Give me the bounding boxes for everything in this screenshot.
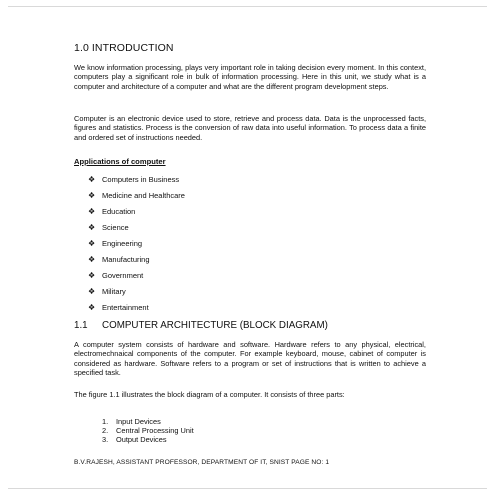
list-item-label: Education (102, 207, 136, 216)
list-item (102, 417, 194, 426)
page-footer: B.V.RAJESH, ASSISTANT PROFESSOR, DEPARTMENT OF IT, SNIST PAGE NO: 1 (74, 459, 330, 466)
list-item (102, 426, 194, 435)
diamond-bullet-icon: ❖ (88, 271, 96, 280)
list-item-label: Entertainment (102, 303, 149, 312)
list-item (88, 236, 185, 252)
section-1-heading: 1.0 INTRODUCTION (74, 42, 174, 54)
diamond-bullet-icon: ❖ (88, 255, 96, 264)
diamond-bullet-icon: ❖ (88, 223, 96, 232)
page-bottom-rule (8, 488, 487, 489)
list-item-label: Manufacturing (102, 255, 150, 264)
page-top-rule (8, 6, 487, 7)
section-1-1-heading (74, 320, 328, 331)
architecture-paragraph-1: A computer system consists of hardware and software. Hardware refers to any physical, electrical, electromechnaical components of the computer. For example keyboard, mouse, cabinet of computer is considered as hardware. Software refers to a program or set of instructions that is written to achieve a specified task. (74, 340, 426, 377)
diamond-bullet-icon: ❖ (88, 175, 96, 184)
list-item-label: Output Devices (116, 435, 167, 444)
list-item (88, 220, 185, 236)
diamond-bullet-icon: ❖ (88, 287, 96, 296)
section-title: COMPUTER ARCHITECTURE (BLOCK DIAGRAM) (102, 320, 328, 331)
section-number: 1.1 (74, 320, 88, 331)
parts-list (102, 417, 194, 444)
diamond-bullet-icon: ❖ (88, 191, 96, 200)
list-item (88, 188, 185, 204)
applications-heading: Applications of computer (74, 157, 166, 166)
intro-paragraph-1: We know information processing, plays very important role in taking decision every moment. In this context, computers play a significant role in bulk of information processing. Here in this unit, we study what is a computer and architecture of a computer and what are the different program development steps. (74, 63, 426, 91)
list-item (102, 435, 194, 444)
list-item-label: Medicine and Healthcare (102, 191, 185, 200)
list-number: 3. (102, 435, 109, 444)
list-number: 1. (102, 417, 109, 426)
list-item-label: Government (102, 271, 144, 280)
list-item (88, 300, 185, 316)
list-item-label: Military (102, 287, 126, 296)
list-item (88, 268, 185, 284)
list-number: 2. (102, 426, 109, 435)
list-item (88, 252, 185, 268)
list-item-label: Central Processing Unit (116, 426, 194, 435)
list-item-label: Input Devices (116, 417, 161, 426)
list-item (88, 172, 185, 188)
intro-paragraph-2: Computer is an electronic device used to store, retrieve and process data. Data is the unprocessed facts, figures and statistics. Process is the conversion of raw data into useful information. To process data a finite and ordered set of instructions needed. (74, 114, 426, 142)
applications-list (88, 172, 185, 316)
list-item-label: Engineering (102, 239, 143, 248)
diamond-bullet-icon: ❖ (88, 207, 96, 216)
list-item-label: Science (102, 223, 129, 232)
diamond-bullet-icon: ❖ (88, 303, 96, 312)
architecture-paragraph-2: The figure 1.1 illustrates the block diagram of a computer. It consists of three parts: (74, 390, 345, 399)
diamond-bullet-icon: ❖ (88, 239, 96, 248)
list-item (88, 204, 185, 220)
list-item-label: Computers in Business (102, 175, 180, 184)
list-item (88, 284, 185, 300)
